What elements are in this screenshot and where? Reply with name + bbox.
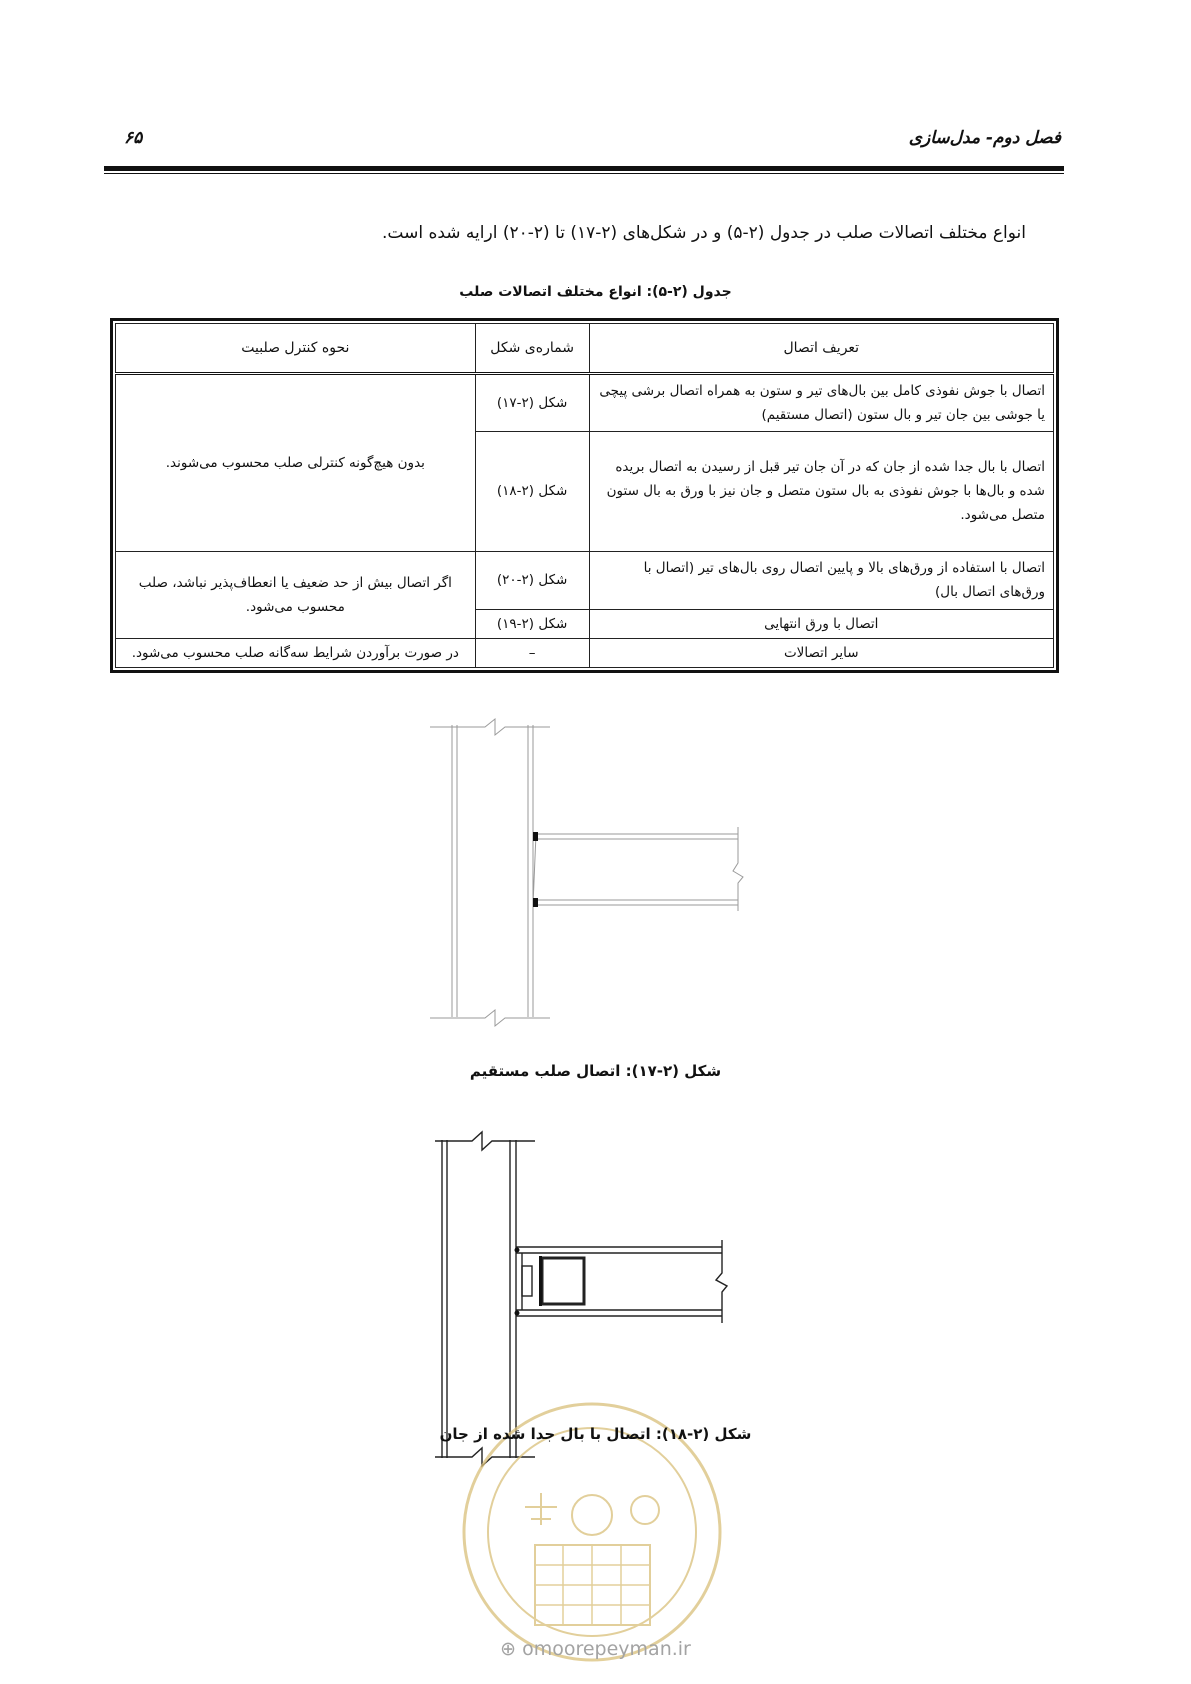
web-cut-box <box>522 1266 532 1296</box>
web-plate <box>542 1258 584 1304</box>
intro-paragraph: انواع مختلف اتصالات صلب در جدول (۲-۵) و در شکل‌های (۲-۱۷) تا (۲-۲۰) ارایه شده است. <box>381 223 1026 243</box>
weld-mark <box>533 832 538 841</box>
figure-number: – <box>475 638 589 667</box>
table-caption: جدول (۲-۵): انواع مختلف اتصالات صلب <box>459 284 732 300</box>
link-icon: ⊕ <box>500 1638 517 1660</box>
rigid-connections-table <box>115 323 1054 668</box>
connection-definition: اتصال با جوش نفوذی کامل بین بال‌های تیر و ستون به همراه اتصال برشی پیچی یا جوشی بین جان تیر و بال ستون (اتصال مستقیم) <box>589 374 1053 431</box>
table-row <box>116 374 1054 431</box>
header-figure-number: شماره‌ی شکل <box>475 324 589 374</box>
figure-number: شکل (۲-۱۷) <box>475 374 589 431</box>
figure-number: شکل (۲-۲۰) <box>475 552 589 609</box>
connection-definition: اتصال با ورق انتهایی <box>589 609 1053 638</box>
figure-number: شکل (۲-۱۸) <box>475 431 589 552</box>
header-rule-thin <box>104 173 1064 174</box>
rigidity-control: اگر اتصال بیش از حد ضعیف یا انعطاف‌پذیر نباشد، صلب محسوب می‌شود. <box>116 552 476 638</box>
page-number: ۶۵ <box>124 128 143 148</box>
figure-caption: شکل (۲-۱۷): اتصال صلب مستقیم <box>469 1062 722 1080</box>
seal-gear-icon <box>572 1495 612 1535</box>
connection-definition: اتصال با استفاده از ورق‌های بالا و پایین اتصال روی بال‌های تیر (اتصال با ورق‌های اتصال بال) <box>589 552 1053 609</box>
connection-definition: سایر اتصالات <box>589 638 1053 667</box>
weld-mark <box>533 898 538 907</box>
connection-definition: اتصال با بال جدا شده از جان که در آن جان تیر قبل از رسیدن به اتصال بریده شده و بال‌ها با جوش نفوذی به بال ستون متصل و جان نیز با ورق به بال ستون متصل می‌شود. <box>589 431 1053 552</box>
table-row <box>116 638 1054 667</box>
weld-symbols <box>515 1248 543 1316</box>
seal-scales-icon <box>525 1493 557 1525</box>
break-line-top <box>435 1132 535 1150</box>
weld-mark <box>515 1311 520 1316</box>
beam-section <box>516 1240 727 1323</box>
header-rigidity-control: نحوه کنترل صلبیت <box>116 324 476 374</box>
table-header-row <box>116 324 1054 374</box>
drawing-background <box>400 715 755 1030</box>
watermark-site-text: omoorepeyman.ir <box>522 1638 691 1660</box>
rigidity-control: در صورت برآوردن شرایط سه‌گانه صلب محسوب می‌شود. <box>116 638 476 667</box>
seal-wheel-icon <box>631 1496 659 1524</box>
watermark-site <box>0 1638 1191 1660</box>
header-definition: تعریف اتصال <box>589 324 1053 374</box>
weld-mark <box>539 1256 542 1306</box>
rigidity-control: بدون هیچ‌گونه کنترلی صلب محسوب می‌شوند. <box>116 374 476 552</box>
weld-mark <box>515 1248 520 1253</box>
direct-rigid-connection-drawing <box>400 715 755 1030</box>
chapter-title: فصل دوم- مدل‌سازی <box>908 128 1061 148</box>
header-rule <box>104 166 1064 171</box>
figure-number: شکل (۲-۱۹) <box>475 609 589 638</box>
table-row <box>116 552 1054 609</box>
figure-caption: شکل (۲-۱۸): اتصال با بال جدا شده از جان <box>439 1425 752 1443</box>
